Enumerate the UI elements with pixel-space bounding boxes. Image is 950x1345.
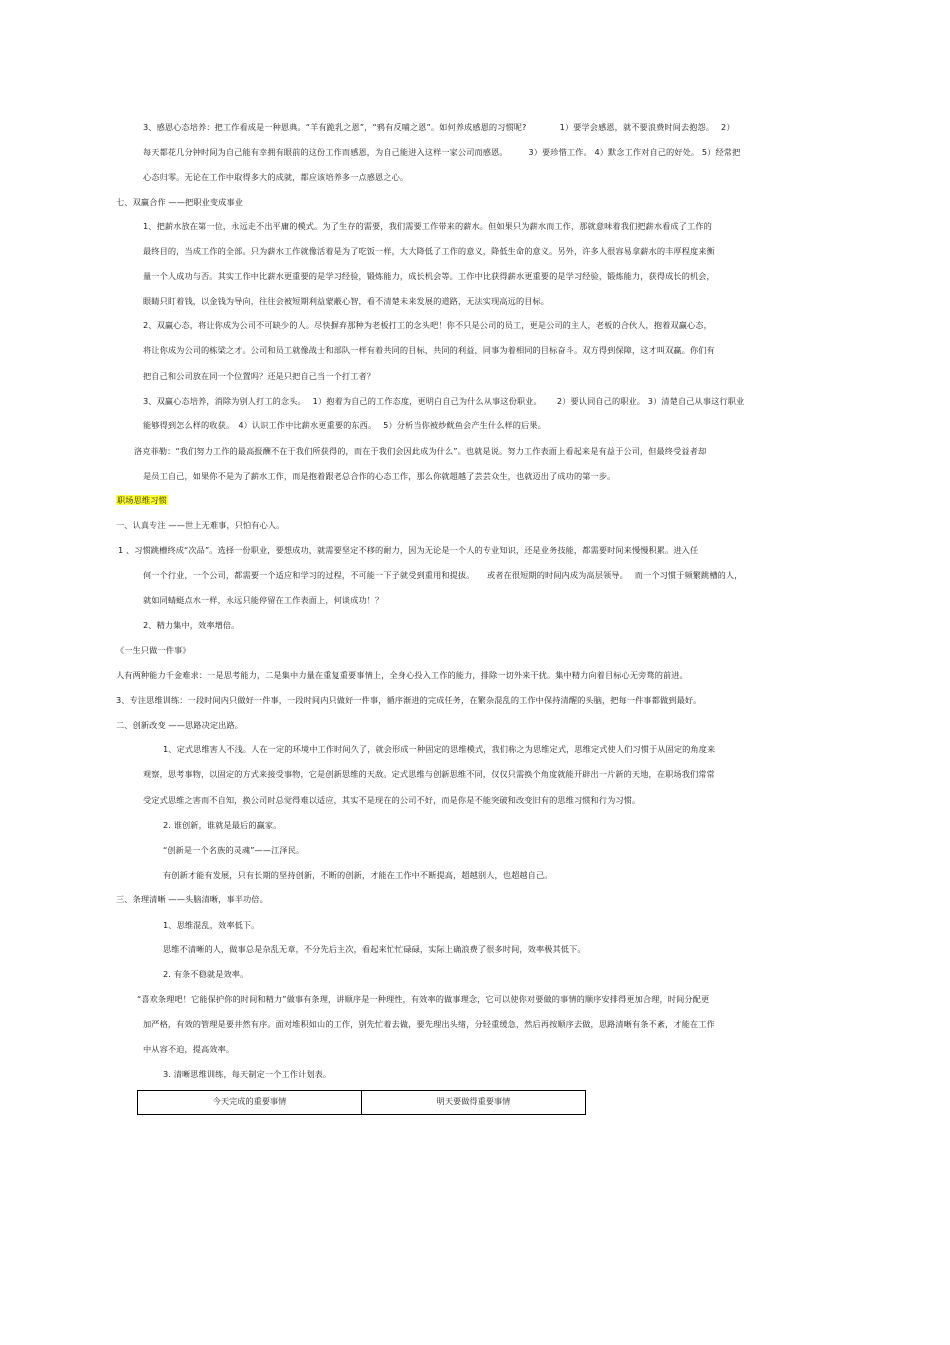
text-line: 观察，思考事物，以固定的方式来接受事物，它是创新思维的天敌。定式思维与创新思维不同，仅仅只需换个角度就能开辟出一片新的天地，在职场我们常常: [143, 769, 715, 779]
text-line: 量一个人成功与否。其实工作中比薪水更重要的是学习经验，锻炼能力，成长机会等。工作中比获得薪水更重要的是学习经验，锻炼能力，获得成长的机会，: [143, 271, 715, 281]
text-line: 眼睛只盯着钱，以金钱为导向，往往会被短期利益蒙蔽心智，看不清楚未来发展的道路，无法实现高远的目标。: [143, 296, 550, 306]
highlighted-heading: [116, 495, 168, 506]
text-line: 把自己和公司放在同一个位置吗？还是只把自己当一个打工者？: [143, 371, 376, 381]
text-line: 有创新才能有发展，只有长期的坚持创新，不断的创新，才能在工作中不断提高，超越别人，也超越自己。: [163, 870, 553, 880]
text-line: 加严格，有效的管理是要井然有序。面对堆积如山的工作，别先忙着去做，要先理出头绪，分轻重缓急，然后再按顺序去做，思路清晰有条不紊，才能在工作: [143, 1019, 715, 1029]
text-line: 1、思维混乱，效率低下。: [163, 920, 260, 930]
highlight: 职场思维习惯: [117, 495, 167, 505]
text-line: 2. 有条不稳就是效率。: [163, 969, 249, 979]
text-line: 2、双赢心态，将让你成为公司不可缺少的人。尽快摒弃那种为老板打工的念头吧！你不只是公司的员工，更是公司的主人，老板的合伙人，抱着双赢心态，: [143, 320, 712, 330]
text-line: 3、双赢心态培养，消除为别人打工的念头。 1）抱着为自己的工作态度，更明白自己为什么从事这份职业。 2）要认同自己的职业。 3）清楚自己从事这行职业: [143, 396, 745, 406]
text-line: 受定式思维之害而不自知，换公司时总觉得难以适应，其实不是现在的公司不好，而是你是不能突破和改变旧有的思维习惯和行为习惯。: [143, 795, 641, 805]
text-line: 是员工自己，如果你不是为了薪水工作，而是抱着跟老总合作的心态工作，那么你就超越了芸芸众生，也就迈出了成功的第一步。: [143, 471, 616, 481]
text-line: 心态归零。无论在工作中取得多大的成就，都应该培养多一点感恩之心。: [143, 172, 409, 182]
section-heading: 三、条理清晰 ——头脑清晰，事半功倍。: [116, 894, 268, 904]
text-line: 人有两种能力千金难求：一是思考能力，二是集中力量在重复重要事情上，全身心投入工作的能力，排除一切外来干扰。集中精力向着目标心无旁骛的前进。: [116, 670, 688, 680]
text-line: 2. 谁创新，谁就是最后的赢家。: [163, 820, 282, 830]
table-row: [138, 1091, 586, 1115]
text-line: “喜欢条理吧！它能保护你的时间和精力”做事有条理，讲顺序是一种理性，有效率的做事理念，它可以使你对要做的事情的顺序安排得更加合理，时间分配更: [137, 994, 710, 1004]
text-line: 1、把薪水放在第一位，永远走不出平庸的模式。为了生存的需要，我们需要工作带来的薪水。但如果只为薪水而工作，那就意味着我们把薪水看成了工作的: [143, 221, 712, 231]
text-line: 思维不清晰的人，做事总是杂乱无章，不分先后主次，看起来忙忙碌碌，实际上确浪费了很多时间，效率极其低下。: [163, 944, 586, 954]
quote-line: “创新是一个名族的灵魂”——江泽民。: [163, 845, 305, 855]
text-line: 能够得到怎么样的收获。 4）认识工作中比薪水更重要的东西。 5）分析当你被炒鱿鱼会产生什么样的后果。: [143, 420, 546, 430]
section-heading: 一、认真专注 ——世上无难事，只怕有心人。: [116, 520, 285, 530]
section-heading: 七、双赢合作 ——把职业变成事业: [116, 197, 244, 207]
text-line: 洛克菲勒：“我们努力工作的最高报酬不在于我们所获得的，而在于我们会因此成为什么”。也就是说。努力工作表面上看起来是有益于公司，但最终受益者却: [134, 446, 707, 456]
text-line: 每天都花几分钟时间为自己能有幸拥有眼前的这份工作而感恩，为自己能进入这样一家公司而感恩。 3）要珍惜工作。 4）默念工作对自己的好处。 5）经常把: [143, 147, 741, 157]
table-header-tomorrow: 明天要做得重要事情: [362, 1091, 586, 1115]
work-plan-table: [137, 1090, 586, 1115]
text-line: 1、定式思维害人不浅。人在一定的环境中工作时间久了，就会形成一种固定的思维模式，我们称之为思维定式，思维定式使人们习惯于从固定的角度来: [163, 744, 716, 754]
text-line: 1 、习惯跳槽终成“次品”。选择一份职业，要想成功，就需要坚定不移的耐力，因为无论是一个人的专业知识，还是业务技能，都需要时间来慢慢积累。进入任: [118, 545, 699, 555]
text-line: 2、精力集中，效率增倍。: [143, 620, 240, 630]
text-line: 何一个行业，一个公司，都需要一个适应和学习的过程，不可能一下子就受到重用和提拔。 或者在很短期的时间内成为高层领导。 而一个习惯于频繁跳槽的人，: [143, 570, 743, 580]
section-heading: 二、创新改变 ——思路决定出路。: [116, 720, 244, 730]
text-line: 3. 清晰思维训练，每天制定一个工作计划表。: [163, 1069, 332, 1079]
text-line: 中从容不迫，提高效率。: [143, 1044, 235, 1054]
text-line: 3、专注思维训练：一段时间内只做好一件事，一段时间内只做好一件事，循序渐进的完成任务，在繁杂混乱的工作中保持清醒的头脑，把每一件事都做到最好。: [116, 695, 702, 705]
text-line: 将让你成为公司的栋梁之才。公司和员工就像战士和部队一样有着共同的目标，共同的利益，同事为着相同的目标奋斗。双方得到保障，这才叫双赢。你们有: [143, 345, 715, 355]
table-header-today: 今天完成的重要事情: [138, 1091, 362, 1115]
text-line: 最终目的，当成工作的全部。只为薪水工作就像活着是为了吃饭一样，大大降低了工作的意义，降低生命的意义。另外，许多人很容易拿薪水的丰厚程度来衡: [143, 246, 715, 256]
text-line: 3、感恩心态培养：把工作看成是一种恩典。“羊有跪乳之恩”，“鸦有反哺之恩”。如何养成感恩的习惯呢? 1）要学会感恩，就不要浪费时间去抱怨。 2）: [143, 122, 735, 132]
text-line: 就如同蜻蜓点水一样，永远只能停留在工作表面上，何谈成功！？: [143, 595, 384, 605]
book-title: 《一生只做一件事》: [116, 645, 191, 655]
